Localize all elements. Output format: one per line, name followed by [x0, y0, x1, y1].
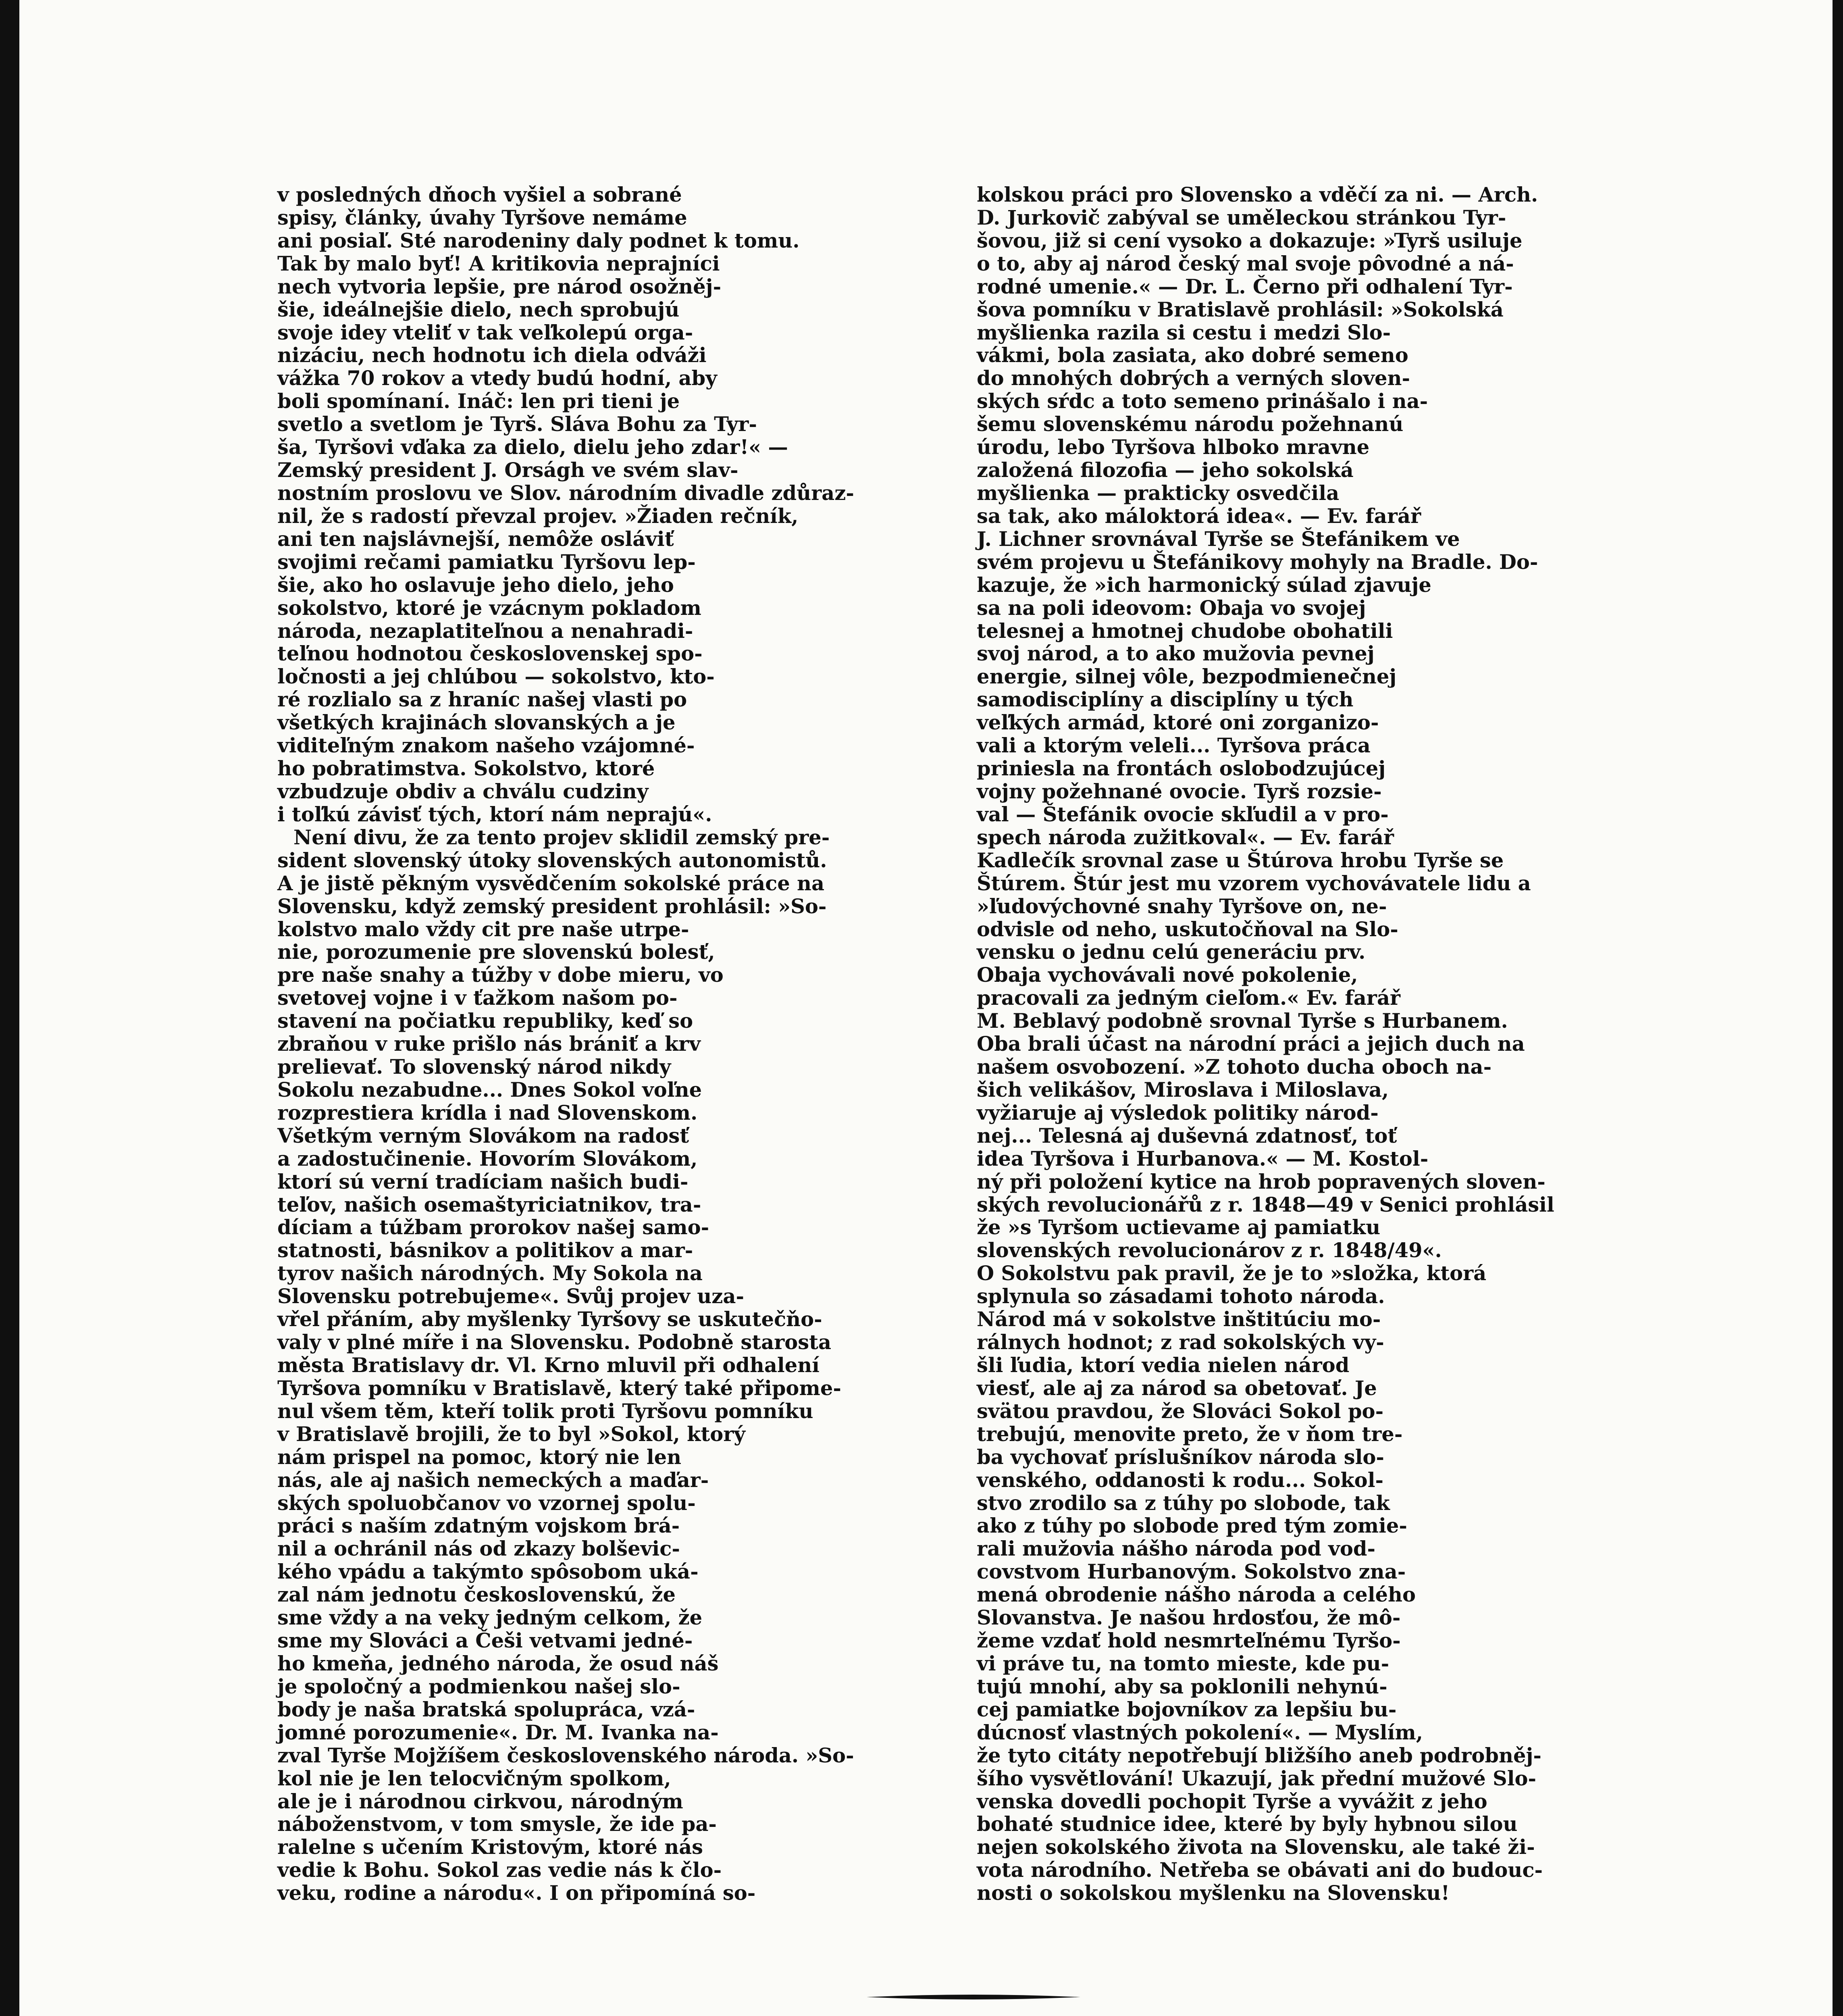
left-paragraph-1: v posledných dňoch vyšiel a sobrané spisy, články, úvahy Tyršove nemáme ani posiaľ. Sté narodeniny daly podnet k tomu. Tak by malo byť! A kritikovia neprajníci nech vytvoria lepšie, pre národ osožněj- šie, ideálnejšie dielo, nech sprobujú svoje idey vteliť v tak veľkolepú orga- nizáciu, nech hodnotu ich diela odváži vážka 70 rokov a vtedy budú hodní, aby boli spomínaní. Ináč: len pri tieni je svetlo a svetlom je Tyrš. Sláva Bohu za Tyr- ša, Tyršovi vďaka za dielo, dielu jeho zdar!« — Zemský president J. Orságh ve svém slav- nostním proslovu ve Slov. národním divadle zdůraz- nil, že s radostí převzal projev. »Žiaden rečník, ani ten najslávnejší, nemôže osláviť svojimi rečami pamiatku Tyršovu lep- šie, ako ho oslavuje jeho dielo, jeho sokolstvo, ktoré je vzácnym pokladom národa, nezaplatiteľnou a nenahradi- teľnou hodnotou československej spo- ločnosti a jej chlúbou — sokolstvo, kto- ré rozlialo sa z hraníc našej vlasti po všetkých krajinách slovanských a je viditeľným znakom našeho vzájomné- ho pobratimstva. Sokolstvo, ktoré vzbudzuje obdiv a chválu cudziny i toľkú závisť tých, ktorí nám neprajú«. — [277, 183, 854, 826]
right-paragraph-1: kolskou práci pro Slovensko a vděčí za ni. — Arch. D. Jurkovič zabýval se uměleckou stránkou Tyr- šovou, již si cení vysoko a dokazuje: »Tyrš usiluje o to, aby aj národ český mal svoje pôvodné a ná- rodné umenie.« — Dr. L. Černo při odhalení Tyr- šova pomníku v Bratislavě prohlásil: »Sokolská myšlienka razila si cestu i medzi Slo- vákmi, bola zasiata, ako dobré semeno do mnohých dobrých a verných sloven- ských sŕdc a toto semeno prinášalo i na- šemu slovenskému národu požehnanú úrodu, lebo Tyršova hlboko mravne založená filozofia — jeho sokolská myšlienka — prakticky osvedčila sa tak, ako máloktorá idea«. — Ev. farář J. Lichner srovnával Tyrše se Štefánikem ve svém projevu u Štefánikovy mohyly na Bradle. Do- kazuje, že »ich harmonický súlad zjavuje sa na poli ideovom: Obaja vo svojej telesnej a hmotnej chudobe obohatili svoj národ, a to ako mužovia pevnej energie, silnej vôle, bezpodmienečnej samodisciplíny a disciplíny u tých veľkých armád, ktoré oni zorganizo- vali a ktorým veleli... Tyršova práca priniesla na frontách oslobodzujúcej vojny požehnané ovocie. Tyrš rozsie- val — Štefánik ovocie skľudil a v pro- spech národa zužitkoval«. — Ev. farář Kadlečík srovnal zase u Štúrova hrobu Tyrše se Štúrem. Štúr jest mu vzorem vychovávatele lidu a »ľudovýchovné snahy Tyršove on, ne- odvisle od neho, uskutočňoval na Slo- vensku o jednu celú generáciu prv. Obaja vychovávali nové pokolenie, pracovali za jedným cieľom.« Ev. farář M. Beblavý podobně srovnal Tyrše s Hurbanem. Oba brali účast na národní práci a jejich duch na našem osvobození. »Z tohoto ducha oboch na- šich velikášov, Miroslava i Miloslava, vyžiaruje aj výsledok politiky národ- nej... Telesná aj duševná zdatnosť, toť idea Tyršova i Hurbanova.« — M. Kostol- ný při položení kytice na hrob popravených sloven- ských revolucionářů z r. 1848—49 v Senici prohlásil že »s Tyršom uctievame aj pamiatku slovenských revolucionárov z r. 1848/49«. O Sokolstvu pak pravil, že je to »složka, ktorá splynula so zásadami tohoto národa. Národ má v sokolstve inštitúciu mo- rálnych hodnot; z rad sokolských vy- šli ľudia, ktorí vedia nielen národ viesť, ale aj za národ sa obetovať. Je svätou pravdou, že Slováci Sokol po- trebujú, menovite preto, že v ňom tre- ba vychovať príslušníkov národa slo- venského, oddanosti k rodu... Sokol- stvo zrodilo sa z túhy po slobode, tak ako z túhy po slobode pred tým zomie- rali mužovia nášho národa pod vod- covstvom Hurbanovým. Sokolstvo zna- mená obrodenie nášho národa a celého Slovanstva. Je našou hrdosťou, že mô- žeme vzdať hold nesmrteľnému Tyršo- vi práve tu, na tomto mieste, kde pu- tujú mnohí, aby sa poklonili nehynú- cej pamiatke bojovníkov za lepšiu bu- dúcnosť vlastných pokolení«. — Myslím, že tyto citáty nepotřebují bližšího aneb podrobněj- šího vysvětlování! Ukazují, jak přední mužové Slo- venska dovedli pochopit Tyrše a vyvážit z jeho bohaté studnice idee, které by byly hybnou silou nejen sokolského života na Slovensku, ale také ži- vota národního. Netřeba se obávati ani do budouc- nosti o sokolskou myšlenku na Slovensku! — [977, 183, 1554, 1905]
scan-border-right — [1833, 0, 1843, 2016]
end-ornament-rule — [867, 1993, 1080, 2001]
left-paragraph-2: Není divu, že za tento projev sklidil zemský pre- sident slovenský útoky slovenských autonomistů. A je jistě pěkným vysvědčením sokolské práce na Slovensku, když zemský president prohlásil: »So- kolstvo malo vždy cit pre naše utrpe- nie, porozumenie pre slovenskú bolesť, pre naše snahy a túžby v dobe mieru, vo svetovej vojne i v ťažkom našom po- stavení na počiatku republiky, keď so zbraňou v ruke prišlo nás brániť a krv prelievať. To slovenský národ nikdy Sokolu nezabudne... Dnes Sokol voľne rozprestiera krídla i nad Slovenskom. Všetkým verným Slovákom na radosť a zadostučinenie. Hovorím Slovákom, ktorí sú verní tradíciam našich budi- teľov, našich osemaštyriciatnikov, tra- díciam a túžbam prorokov našej samo- statnosti, básnikov a politikov a mar- tyrov našich národných. My Sokola na Slovensku potrebujeme«. Svůj projev uza- vřel přáním, aby myšlenky Tyršovy se uskutečňo- valy v plné míře i na Slovensku. Podobně starosta města Bratislavy dr. Vl. Krno mluvil při odhalení Tyršova pomníku v Bratislavě, který také připome- nul všem těm, kteří tolik proti Tyršovu pomníku v Bratislavě brojili, že to byl »Sokol, ktorý nám prispel na pomoc, ktorý nie len nás, ale aj našich nemeckých a maďar- ských spoluobčanov vo vzornej spolu- práci s naším zdatným vojskom brá- nil a ochránil nás od zkazy bolševic- kého vpádu a takýmto spôsobom uká- zal nám jednotu československú, že sme vždy a na veky jedným celkom, že sme my Slováci a Češi vetvami jedné- ho kmeňa, jedného národa, že osud náš je spoločný a podmienkou našej slo- body je naša bratská spolupráca, vzá- jomné porozumenie«. Dr. M. Ivanka na- zval Tyrše Mojžíšem československého národa. »So- kol nie je len telocvičným spolkom, ale je i národnou cirkvou, národným náboženstvom, v tom smysle, že ide pa- ralelne s učením Kristovým, ktoré nás vedie k Bohu. Sokol zas vedie nás k člo- veku, rodine a národu«. I on připomíná so- — [277, 825, 854, 1905]
left-column — [277, 183, 961, 1905]
scan-border-left — [0, 0, 19, 2016]
right-column — [977, 183, 1660, 1905]
